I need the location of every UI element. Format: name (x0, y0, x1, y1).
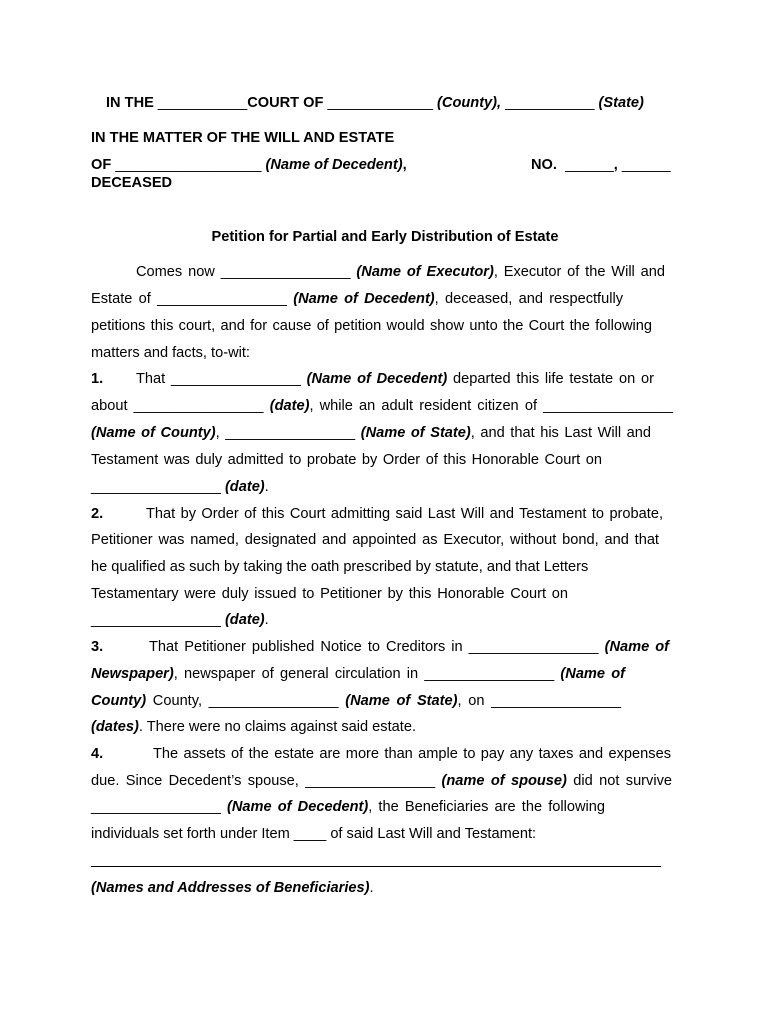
item-4-line-4: individuals set forth under Item ____ of said Last Will and Testament: (91, 826, 537, 842)
court-caption-line (106, 94, 644, 112)
county-label: (County), (437, 95, 502, 111)
item-text: ________________ (91, 612, 221, 628)
case-number-comma: , (613, 157, 618, 173)
item-1-line-4: Testament was duly admitted to probate by Order of this Honorable Court on (91, 452, 602, 468)
date-label: (date) (269, 398, 310, 414)
intro-text: , Executor of the Will and (493, 264, 666, 280)
state-name-label: (Name of State) (360, 425, 471, 441)
caption-in-the: IN THE (106, 95, 154, 111)
item-2-line-4: Testamentary were duly issued to Petitioner by this Honorable Court on (91, 586, 568, 602)
decedent-name-label: (Name of Decedent) (306, 371, 448, 387)
executor-name-label: (Name of Executor) (356, 264, 494, 280)
county-name-label: County) (91, 693, 147, 709)
dates-label: (dates) (91, 719, 139, 735)
item-1-line-1 (91, 370, 654, 388)
deceased-label: DECEASED (91, 175, 173, 191)
item-text: , on ________________ (457, 693, 621, 709)
item-text: That Petitioner published Notice to Creditors in ________________ (149, 639, 599, 655)
case-number-blank-2: ______ (621, 157, 671, 173)
caption-of: OF (91, 157, 112, 173)
state-blank: ___________ (505, 95, 595, 111)
item-4-line-1 (91, 745, 671, 763)
decedent-caption-line (91, 156, 407, 174)
item-text: ________________ (91, 479, 221, 495)
item-4-line-3 (91, 798, 605, 816)
intro-line-2 (91, 290, 623, 308)
caption-comma: , (402, 157, 407, 173)
item-text: , while an adult resident citizen of ________________ (309, 398, 674, 414)
spouse-name-label: (name of spouse) (441, 773, 567, 789)
caption-court-of: COURT OF (247, 95, 324, 111)
state-label: (State) (598, 95, 644, 111)
item-3-line-1 (91, 638, 669, 656)
item-2-line-2: Petitioner was named, designated and appointed as Executor, without bond, and that (91, 532, 659, 548)
item-text: , newspaper of general circulation in ________________ (173, 666, 555, 682)
intro-line-4: matters and facts, to-wit: (91, 345, 250, 361)
item-text: . (264, 479, 269, 495)
item-text: The assets of the estate are more than ample to pay any taxes and expenses (153, 746, 671, 762)
document-title: Petition for Partial and Early Distribution of Estate (211, 229, 559, 245)
case-number-blank-1: ______ (565, 157, 614, 173)
beneficiaries-label: (Names and Addresses of Beneficiaries) (91, 880, 370, 896)
decedent-name-label: (Name of Decedent) (293, 291, 435, 307)
item-text: due. Since Decedent’s spouse, ________________ (91, 773, 436, 789)
item-text: , and that his Last Will and (470, 425, 651, 441)
intro-line-1 (136, 263, 665, 281)
beneficiaries-label-line (91, 879, 374, 897)
item-1-number: 1. (91, 371, 104, 387)
intro-line-3: petitions this court, and for cause of petition would show unto the Court the following (91, 318, 652, 334)
item-2-line-1 (91, 505, 663, 523)
beneficiaries-blank-line (91, 866, 661, 867)
case-number (531, 156, 671, 174)
case-number-label: NO. (531, 157, 557, 173)
item-1-line-5 (91, 478, 672, 496)
item-2-line-3: he qualified as such by taking the oath prescribed by statute, and that Letters (91, 559, 589, 575)
item-3-number: 3. (91, 639, 104, 655)
county-blank: _____________ (327, 95, 433, 111)
item-text: . There were no claims against said estate. (138, 719, 416, 735)
date-label: (date) (224, 479, 265, 495)
item-text: ________________ (91, 799, 221, 815)
beneficiaries-period: . (369, 880, 374, 896)
county-name-label: (Name of (560, 666, 626, 682)
item-4-line-2 (91, 772, 672, 790)
county-name-label: (Name of County) (91, 425, 216, 441)
state-name-label: (Name of State) (345, 693, 458, 709)
intro-text: Comes now ________________ (136, 264, 351, 280)
item-3-line-4 (91, 718, 672, 736)
intro-text: Estate of ________________ (91, 291, 287, 307)
item-text: . (264, 612, 269, 628)
decedent-name-label: (Name of Decedent) (227, 799, 369, 815)
item-text: That ________________ (136, 371, 301, 387)
intro-text: , deceased, and respectfully (434, 291, 624, 307)
decedent-name-label: (Name of Decedent) (265, 157, 403, 173)
item-text: County, ________________ (152, 693, 339, 709)
item-3-line-3 (91, 692, 621, 710)
item-3-line-2 (91, 665, 625, 683)
item-text: , the Beneficiaries are the following (368, 799, 605, 815)
item-2-line-5 (91, 611, 672, 629)
item-4-number: 4. (91, 746, 104, 762)
item-text: about ________________ (91, 398, 264, 414)
item-text: , ________________ (215, 425, 356, 441)
item-text: That by Order of this Court admitting said Last Will and Testament to probate, (146, 506, 663, 522)
matter-heading: IN THE MATTER OF THE WILL AND ESTATE (91, 130, 395, 146)
item-1-line-3 (91, 424, 651, 442)
newspaper-name-label: (Name of (604, 639, 669, 655)
item-2-number: 2. (91, 506, 104, 522)
item-text: departed this life testate on or (453, 371, 654, 387)
decedent-name-blank: __________________ (115, 157, 262, 173)
item-1-line-2 (91, 397, 673, 415)
item-text: did not survive (573, 773, 672, 789)
newspaper-name-label: Newspaper) (91, 666, 174, 682)
court-name-blank: ___________ (157, 95, 248, 111)
date-label: (date) (224, 612, 265, 628)
